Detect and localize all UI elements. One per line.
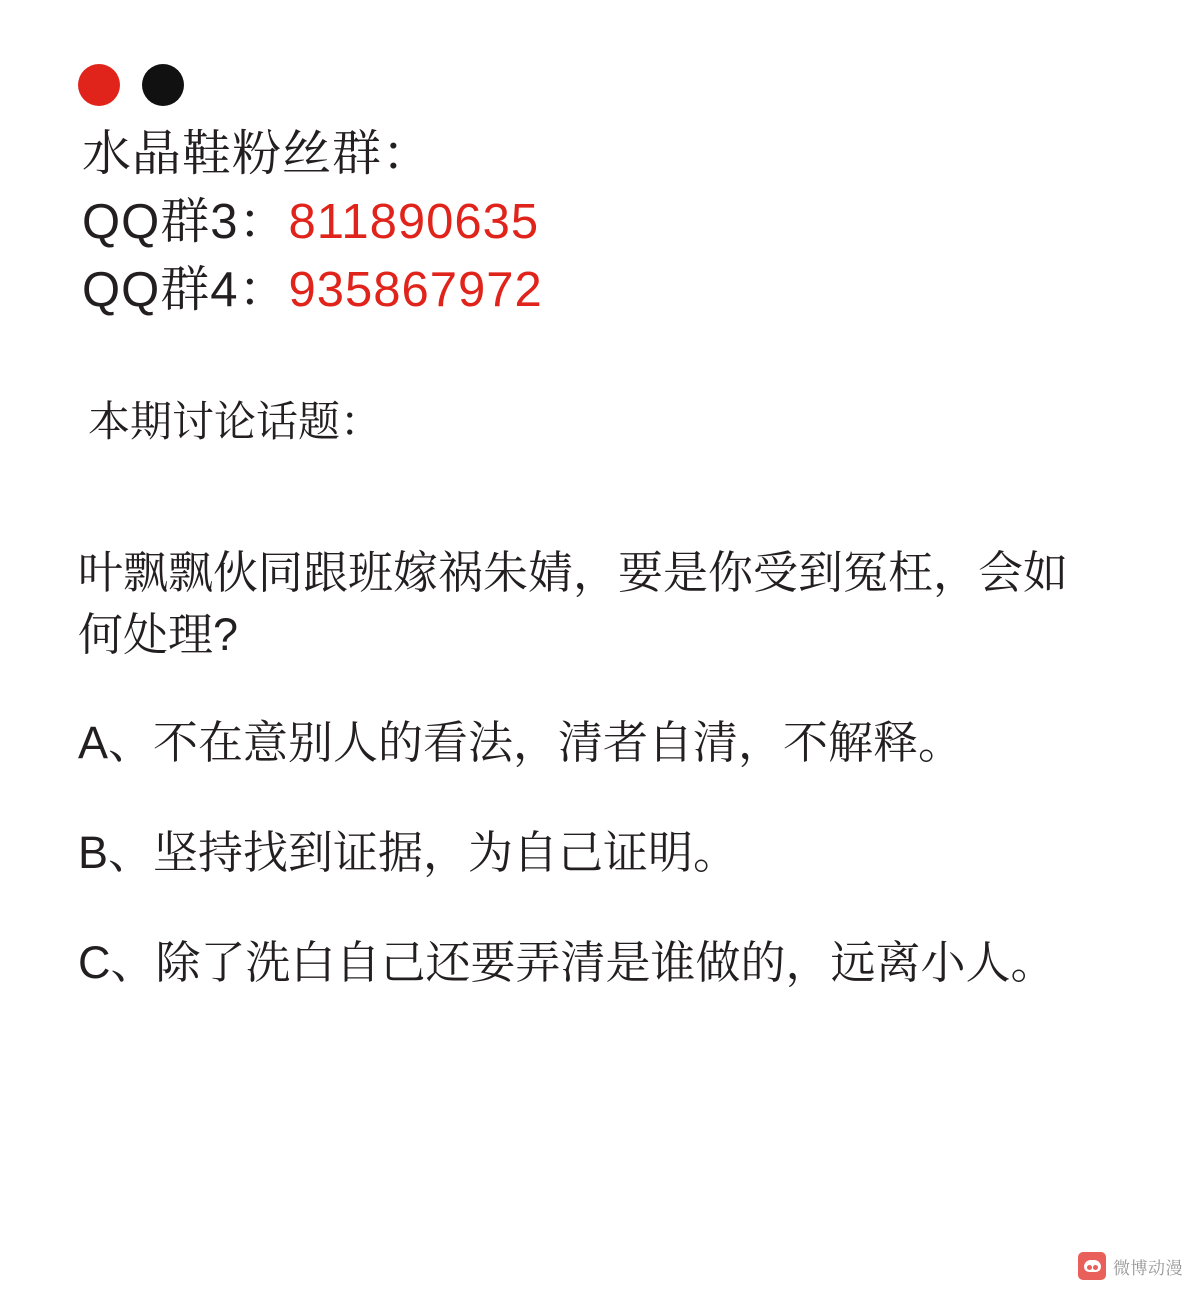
- fan-group-header: [82, 120, 1082, 324]
- topic-label: 本期讨论话题：: [88, 398, 383, 445]
- qq-group-3-number: 811890635: [288, 195, 540, 249]
- option-b: B、坚持找到证据，为自己证明。: [78, 827, 739, 878]
- qq-group-4-number: 935867972: [288, 263, 543, 317]
- qq-group-4-label: QQ群4：: [82, 263, 289, 317]
- weibo-comic-logo-icon: [1078, 1252, 1106, 1280]
- answer-options: [78, 712, 1138, 1042]
- qq-group-3-label: QQ群3：: [82, 195, 289, 249]
- group-title: 水晶鞋粉丝群：: [82, 127, 433, 181]
- option-a: A、不在意别人的看法，清者自清，不解释。: [78, 717, 964, 768]
- discussion-question: 叶飘飘伙同跟班嫁祸朱婧，要是你受到冤枉，会如何处理?: [78, 547, 1069, 660]
- red-dot-icon: [78, 64, 120, 106]
- option-c: C、除了洗白自己还要弄清是谁做的，远离小人。: [78, 937, 1056, 988]
- watermark-label: 微博动漫: [1113, 1258, 1183, 1278]
- qq-group-4-line: [82, 256, 1082, 324]
- decorative-dots: [78, 64, 184, 106]
- watermark: [1078, 1252, 1183, 1280]
- black-dot-icon: [142, 64, 184, 106]
- qq-group-3-line: [82, 188, 1082, 256]
